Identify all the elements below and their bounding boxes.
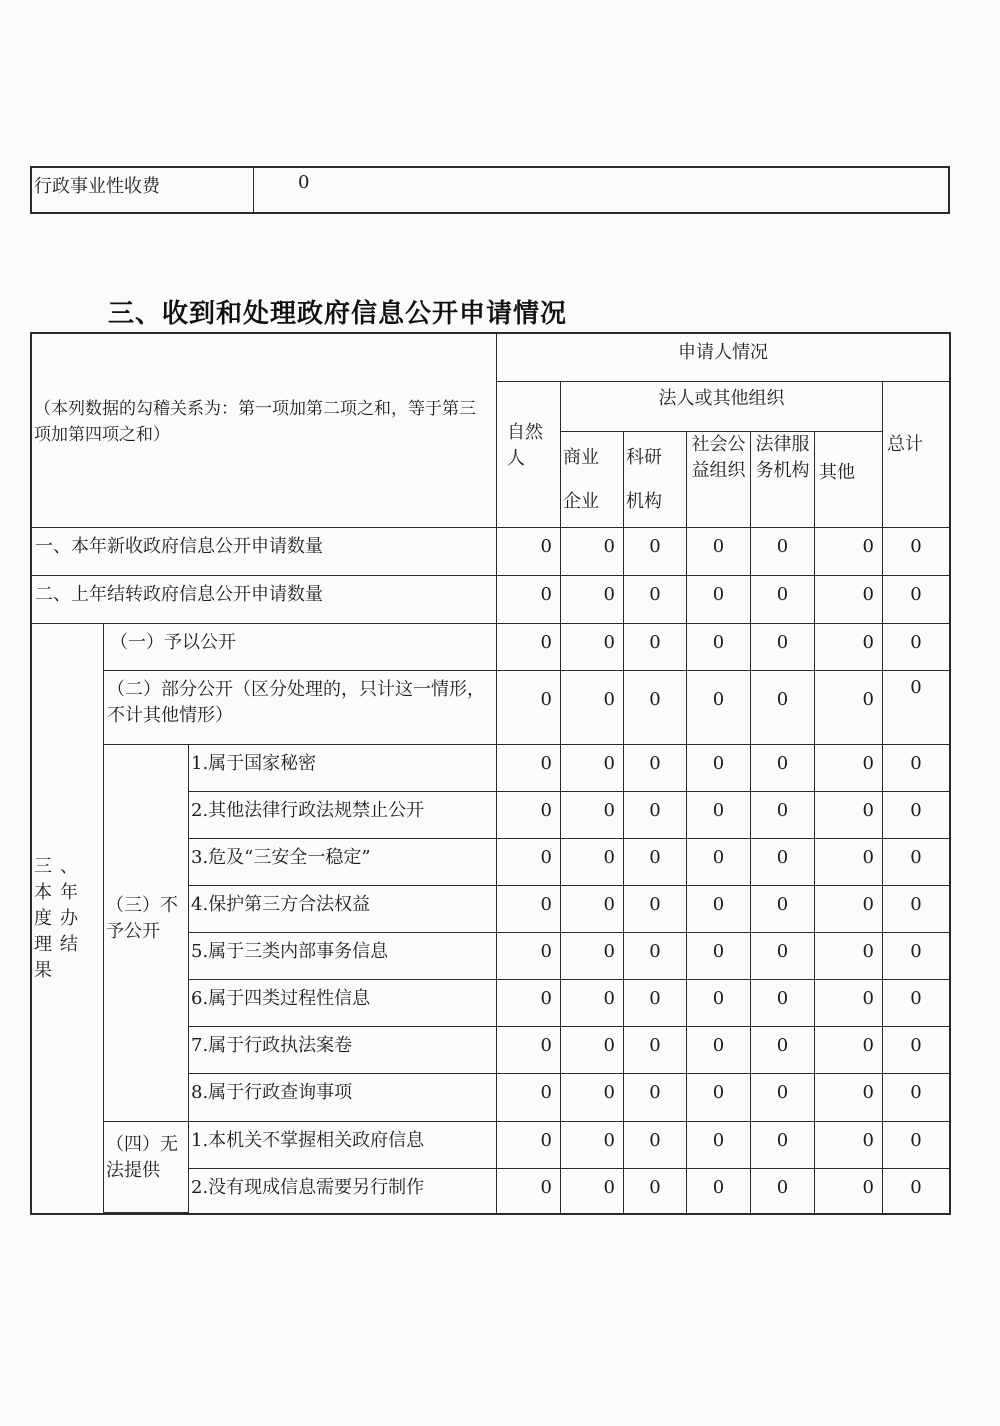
- value-cell: 0: [561, 1122, 624, 1169]
- value-cell: 0: [624, 980, 687, 1027]
- value-cell: 0: [497, 671, 561, 745]
- header-other: 其他: [815, 432, 883, 528]
- header-natural: 自然人: [497, 382, 561, 528]
- row-label-result-group: 三、本年度办理结果: [32, 624, 104, 1213]
- value-cell: 0: [751, 1169, 815, 1213]
- value-cell: 0: [687, 671, 751, 745]
- row-label-not-open: （三）不予公开: [104, 745, 189, 1122]
- value-cell: 0: [624, 1074, 687, 1122]
- row-label-open: （一）予以公开: [104, 624, 497, 671]
- value-cell: 0: [751, 528, 815, 576]
- value-cell: 0: [497, 745, 561, 792]
- value-cell: 0: [687, 1074, 751, 1122]
- value-cell: 0: [815, 1074, 883, 1122]
- row-label-r11: 7.属于行政执法案卷: [189, 1027, 497, 1074]
- value-cell: 0: [883, 1027, 949, 1074]
- value-cell: 0: [815, 1027, 883, 1074]
- value-cell: 0: [815, 886, 883, 933]
- value-cell: 0: [561, 839, 624, 886]
- value-cell: 0: [883, 671, 949, 745]
- value-cell: 0: [751, 671, 815, 745]
- row-label-r6: 2.其他法律行政法规禁止公开: [189, 792, 497, 839]
- value-cell: 0: [561, 576, 624, 624]
- row-label-r14: 2.没有现成信息需要另行制作: [189, 1169, 497, 1213]
- value-cell: 0: [751, 839, 815, 886]
- value-cell: 0: [751, 576, 815, 624]
- value-cell: 0: [687, 576, 751, 624]
- value-cell: 0: [883, 792, 949, 839]
- header-applicant: 申请人情况: [497, 334, 949, 382]
- value-cell: 0: [624, 933, 687, 980]
- section-title: 三、收到和处理政府信息公开申请情况: [108, 299, 568, 329]
- row-label-r8: 4.保护第三方合法权益: [189, 886, 497, 933]
- value-cell: 0: [687, 1169, 751, 1213]
- value-cell: 0: [883, 886, 949, 933]
- value-cell: 0: [497, 886, 561, 933]
- row-label-new: 一、本年新收政府信息公开申请数量: [32, 528, 497, 576]
- value-cell: 0: [497, 839, 561, 886]
- value-cell: 0: [815, 671, 883, 745]
- value-cell: 0: [561, 1027, 624, 1074]
- value-cell: 0: [687, 980, 751, 1027]
- value-cell: 0: [687, 839, 751, 886]
- value-cell: 0: [497, 980, 561, 1027]
- value-cell: 0: [883, 980, 949, 1027]
- row-label-cannot-provide: （四）无法提供: [104, 1122, 189, 1213]
- value-cell: 0: [687, 886, 751, 933]
- value-cell: 0: [497, 1169, 561, 1213]
- value-cell: 0: [624, 1122, 687, 1169]
- value-cell: 0: [815, 980, 883, 1027]
- value-cell: 0: [815, 839, 883, 886]
- header-research: 科研机构: [624, 432, 687, 528]
- value-cell: 0: [497, 1027, 561, 1074]
- value-cell: 0: [883, 624, 949, 671]
- header-legal: 法人或其他组织: [561, 382, 883, 432]
- header-total: 总计: [883, 382, 949, 528]
- value-cell: 0: [815, 1169, 883, 1213]
- header-note: （本列数据的勾稽关系为：第一项加第二项之和，等于第三项加第四项之和）: [32, 334, 497, 528]
- value-cell: 0: [815, 1122, 883, 1169]
- row-label-r7: 3.危及“三安全一稳定”: [189, 839, 497, 886]
- value-cell: 0: [815, 624, 883, 671]
- value-cell: 0: [624, 792, 687, 839]
- value-cell: 0: [561, 792, 624, 839]
- value-cell: 0: [751, 1027, 815, 1074]
- value-cell: 0: [687, 745, 751, 792]
- value-cell: 0: [687, 792, 751, 839]
- value-cell: 0: [497, 624, 561, 671]
- row-label-r5: 1.属于国家秘密: [189, 745, 497, 792]
- value-cell: 0: [815, 792, 883, 839]
- value-cell: 0: [624, 1027, 687, 1074]
- value-cell: 0: [687, 933, 751, 980]
- value-cell: 0: [561, 980, 624, 1027]
- header-public-welfare: 社会公益组织: [687, 432, 751, 528]
- value-cell: 0: [815, 576, 883, 624]
- value-cell: 0: [561, 1074, 624, 1122]
- value-cell: 0: [883, 528, 949, 576]
- value-cell: 0: [751, 1122, 815, 1169]
- fee-value: 0: [298, 172, 310, 193]
- value-cell: 0: [624, 886, 687, 933]
- value-cell: 0: [624, 624, 687, 671]
- value-cell: 0: [624, 839, 687, 886]
- value-cell: 0: [561, 528, 624, 576]
- value-cell: 0: [561, 933, 624, 980]
- value-cell: 0: [883, 933, 949, 980]
- value-cell: 0: [497, 576, 561, 624]
- value-cell: 0: [561, 624, 624, 671]
- value-cell: 0: [751, 624, 815, 671]
- value-cell: 0: [751, 745, 815, 792]
- value-cell: 0: [751, 980, 815, 1027]
- value-cell: 0: [497, 792, 561, 839]
- value-cell: 0: [561, 1169, 624, 1213]
- value-cell: 0: [687, 528, 751, 576]
- value-cell: 0: [624, 528, 687, 576]
- value-cell: 0: [497, 1122, 561, 1169]
- value-cell: 0: [624, 745, 687, 792]
- value-cell: 0: [751, 1074, 815, 1122]
- value-cell: 0: [815, 528, 883, 576]
- row-label-r13: 1.本机关不掌握相关政府信息: [189, 1122, 497, 1169]
- fee-label: 行政事业性收费: [32, 168, 254, 212]
- value-cell: 0: [561, 886, 624, 933]
- application-table: [30, 332, 951, 1215]
- header-legal-service: 法律服务机构: [751, 432, 815, 528]
- value-cell: 0: [883, 576, 949, 624]
- value-cell: 0: [883, 745, 949, 792]
- value-cell: 0: [687, 624, 751, 671]
- value-cell: 0: [751, 886, 815, 933]
- value-cell: 0: [497, 933, 561, 980]
- value-cell: 0: [751, 933, 815, 980]
- row-label-carryover: 二、上年结转政府信息公开申请数量: [32, 576, 497, 624]
- value-cell: 0: [624, 671, 687, 745]
- value-cell: 0: [883, 1074, 949, 1122]
- value-cell: 0: [624, 1169, 687, 1213]
- value-cell: 0: [815, 745, 883, 792]
- row-label-r12: 8.属于行政查询事项: [189, 1074, 497, 1122]
- value-cell: 0: [561, 671, 624, 745]
- value-cell: 0: [910, 1177, 922, 1198]
- value-cell: 0: [561, 745, 624, 792]
- value-cell: 0: [497, 528, 561, 576]
- value-cell: 0: [815, 933, 883, 980]
- value-cell: 0: [687, 1122, 751, 1169]
- value-cell: 0: [883, 839, 949, 886]
- row-label-r9: 5.属于三类内部事务信息: [189, 933, 497, 980]
- row-label-r10: 6.属于四类过程性信息: [189, 980, 497, 1027]
- value-cell: 0: [687, 1027, 751, 1074]
- row-label-partial: （二）部分公开（区分处理的，只计这一情形，不计其他情形）: [104, 671, 497, 745]
- value-cell: 0: [497, 1074, 561, 1122]
- value-cell: 0: [883, 1122, 949, 1169]
- value-cell: 0: [624, 576, 687, 624]
- header-commercial: 商业企业: [561, 432, 624, 528]
- fee-table: [30, 166, 950, 214]
- value-cell: 0: [751, 792, 815, 839]
